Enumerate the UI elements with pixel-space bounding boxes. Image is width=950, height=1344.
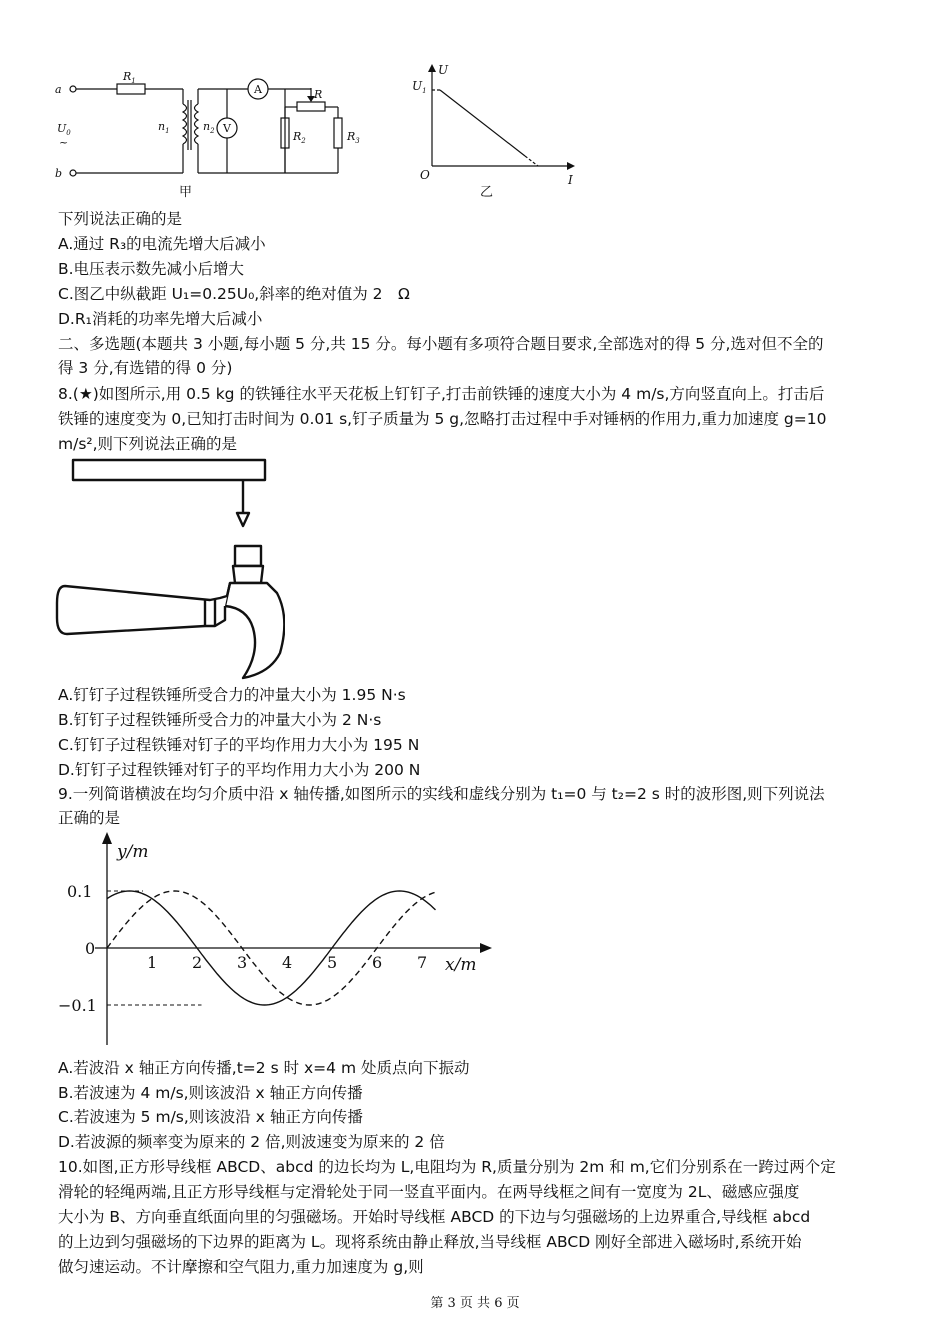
q8-option-c: C.钉钉子过程铁锤对钉子的平均作用力大小为 195 N [58, 736, 420, 754]
u0-label: $U_0$ [57, 122, 71, 137]
rheostat-label: R [314, 88, 323, 101]
q9-option-b: B.若波速为 4 m/s,则该波沿 x 轴正方向传播 [58, 1084, 363, 1102]
n2-label: $n_2$ [203, 120, 215, 135]
hammer-figure [55, 458, 285, 683]
q8-option-b: B.钉钉子过程铁锤所受合力的冲量大小为 2 N·s [58, 711, 382, 729]
y-axis-label: y/m [117, 842, 149, 862]
q8-stem-line1: 8.(★)如图所示,用 0.5 kg 的铁锤往水平天花板上钉钉子,打击前铁锤的速度大小为 4 m/s,方向竖直向上。打击后 [58, 385, 825, 403]
u1-label: $U_1$ [412, 79, 427, 95]
page-footer: 第 3 页 共 6 页 [430, 1296, 520, 1311]
q10-stem-line4: 的上边到匀强磁场的下边界的距离为 L。现将系统由静止释放,当导线框 ABCD 刚好全部进入磁场时,系统开始 [58, 1233, 802, 1251]
q10-stem-line3: 大小为 B、方向垂直纸面向里的匀强磁场。开始时导线框 ABCD 的下边与匀强磁场的上边界重合,导线框 abcd [58, 1208, 811, 1226]
q10-stem-line1: 10.如图,正方形导线框 ABCD、abcd 的边长均为 L,电阻均为 R,质量分别为 2m 和 m,它们分别系在一跨过两个定 [58, 1158, 836, 1176]
x-tick-label: 7 [417, 953, 428, 972]
circuit-caption: 甲 [179, 185, 193, 200]
ac-symbol: ~ [59, 136, 69, 149]
y-tick-label: −0.1 [58, 996, 97, 1015]
q8-stem-line2: 铁锤的速度变为 0,已知打击时间为 0.01 s,钉子质量为 5 g,忽略打击过程中手对锤柄的作用力,重力加速度 g=10 [58, 410, 827, 428]
terminal-b-label: b [55, 167, 63, 180]
y-axis-arrow [102, 832, 112, 844]
r1-label: $R_1$ [123, 70, 136, 85]
q7-option-a: A.通过 R₃的电流先增大后减小 [58, 235, 266, 253]
r3-label: $R_3$ [347, 130, 360, 145]
q9-option-d: D.若波源的频率变为原来的 2 倍,则波速变为原来的 2 倍 [58, 1133, 445, 1151]
q10-stem-line2: 滑轮的轻绳两端,且正方形导线框与定滑轮处于同一竖直平面内。在两导线框之间有一宽度为 2L、磁感应强度 [58, 1183, 800, 1201]
y-tick-label: 0.1 [67, 882, 93, 901]
x-tick-label: 6 [372, 953, 383, 972]
i-axis-label: I [568, 173, 573, 187]
x-axis-arrow [480, 943, 492, 953]
u-axis-label: U [438, 63, 449, 77]
q9-stem-line2: 正确的是 [58, 809, 121, 827]
origin-label: O [420, 168, 430, 182]
q9-stem-line1: 9.一列简谐横波在均匀介质中沿 x 轴传播,如图所示的实线和虚线分别为 t₁=0 与 t₂=2 s 时的波形图,则下列说法 [58, 785, 825, 803]
section-2-heading-line1: 二、多选题(本题共 3 小题,每小题 5 分,共 15 分。每小题有多项符合题目要求,全部选对的得 5 分,选对但不全的 [58, 335, 824, 353]
x-tick-label: 3 [237, 953, 248, 972]
n1-label: $n_1$ [158, 120, 170, 135]
terminal-a-label: a [55, 83, 62, 96]
x-axis-label: x/m [445, 955, 477, 975]
q7-option-b: B.电压表示数先减小后增大 [58, 260, 245, 278]
ui-graph [410, 60, 590, 200]
x-tick-label: 2 [192, 953, 203, 972]
q7-stem: 下列说法正确的是 [58, 210, 183, 228]
q9-option-a: A.若波沿 x 轴正方向传播,t=2 s 时 x=4 m 处质点向下振动 [58, 1059, 470, 1077]
q7-option-c: C.图乙中纵截距 U₁=0.25U₀,斜率的绝对值为 2 Ω [58, 285, 410, 303]
circuit-diagram [55, 60, 375, 200]
voltmeter-label: V [223, 122, 231, 135]
q7-option-d: D.R₁消耗的功率先增大后减小 [58, 310, 263, 328]
ammeter-label: A [254, 83, 262, 96]
r2-label: $R_2$ [293, 130, 306, 145]
q9-option-c: C.若波速为 5 m/s,则该波沿 x 轴正方向传播 [58, 1108, 363, 1126]
section-2-heading-line2: 得 3 分,有选错的得 0 分) [58, 359, 233, 377]
q8-stem-line3: m/s²,则下列说法正确的是 [58, 435, 238, 453]
q8-option-a: A.钉钉子过程铁锤所受合力的冲量大小为 1.95 N·s [58, 686, 406, 704]
x-tick-label: 5 [327, 953, 338, 972]
wave-chart [55, 830, 505, 1055]
x-tick-label: 1 [147, 953, 158, 972]
q10-stem-line5: 做匀速运动。不计摩擦和空气阻力,重力加速度为 g,则 [58, 1258, 424, 1276]
graph-caption: 乙 [480, 185, 494, 200]
x-tick-label: 4 [282, 953, 293, 972]
q8-option-d: D.钉钉子过程铁锤对钉子的平均作用力大小为 200 N [58, 761, 421, 779]
y-tick-label: 0 [85, 939, 96, 958]
